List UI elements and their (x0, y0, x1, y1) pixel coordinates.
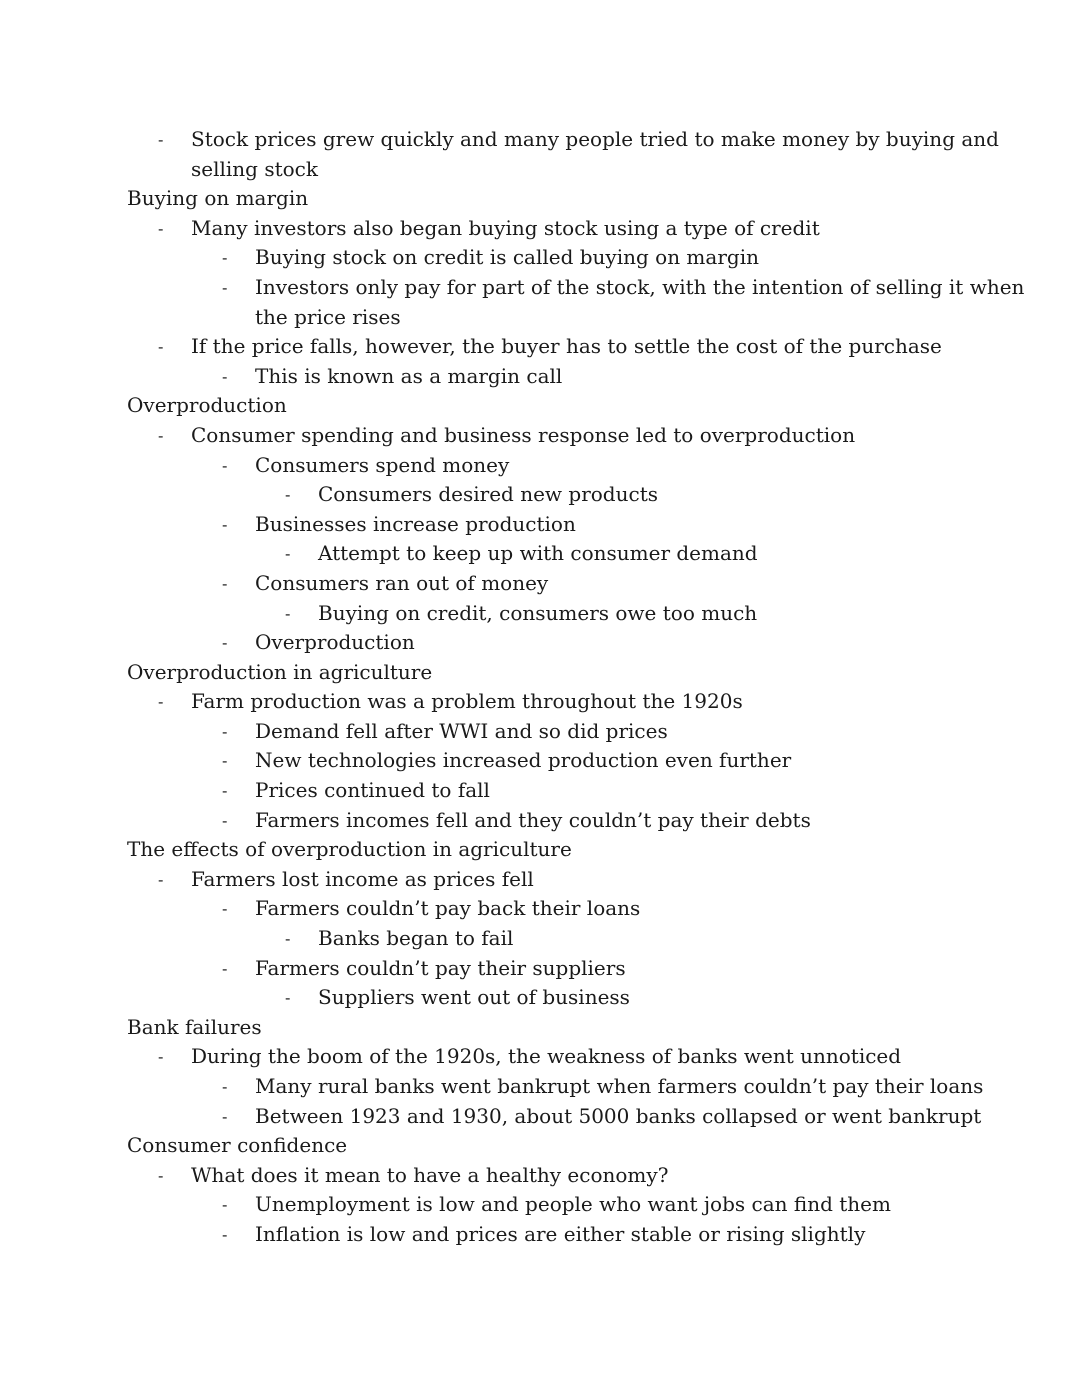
bullet-dash: - (158, 692, 164, 712)
item-text: Stock prices grew quickly and many people tried to make money by buying and (191, 127, 999, 151)
bullet-dash: - (222, 958, 228, 978)
outline-item-level-2 (0, 303, 1080, 333)
bullet-dash: - (158, 1047, 164, 1067)
item-text: Overproduction (255, 630, 415, 655)
outline-item-level-2 (0, 1190, 1080, 1220)
heading-text: The effects of overproduction in agriculture (127, 837, 572, 862)
bullet-dash: - (222, 514, 228, 534)
item-text: Prices continued to fall (255, 778, 490, 803)
bullet-dash: - (222, 781, 228, 801)
item-text: Farmers lost income as prices fell (191, 866, 534, 891)
outline-item-level-2 (0, 776, 1080, 806)
outline-item-level-1 (0, 1042, 1080, 1072)
item-text: Businesses increase production (255, 511, 576, 536)
outline-item-level-3 (0, 480, 1080, 510)
bullet-dash: - (222, 1106, 228, 1126)
outline-item-level-1 (0, 421, 1080, 451)
outline-item-level-2 (0, 362, 1080, 392)
bullet-dash: - (285, 544, 291, 564)
section-heading (0, 184, 1080, 214)
heading-text: Buying on margin (127, 186, 309, 211)
item-text: selling stock (191, 156, 318, 181)
item-text: If the price falls, however, the buyer has to settle the cost of the purchase (191, 334, 942, 359)
bullet-dash: - (222, 1077, 228, 1096)
bullet-dash: - (158, 869, 164, 889)
item-text: During the boom of the 1920s, the weakness of banks went unnoticed (191, 1044, 902, 1069)
heading-text: Bank failures (127, 1014, 262, 1039)
item-text: Consumers ran out of money (255, 570, 549, 595)
item-text: New technologies increased production even further (255, 748, 792, 773)
bullet-dash: - (222, 366, 228, 386)
outline-item-level-1 (0, 125, 1080, 155)
section-heading (0, 658, 1080, 688)
item-text: Farmers incomes fell and they couldn’t pay their debts (255, 807, 811, 832)
item-text: Attempt to keep up with consumer demand (318, 541, 758, 566)
outline-item-level-3 (0, 924, 1080, 954)
section-heading (0, 1131, 1080, 1161)
bullet-dash: - (222, 1195, 228, 1215)
bullet-dash: - (222, 751, 228, 771)
outline-item-level-3 (0, 539, 1080, 569)
bullet-dash: - (222, 248, 228, 268)
outline-item-level-2 (0, 746, 1080, 776)
heading-text: Consumer confidence (127, 1133, 348, 1158)
item-text: Demand fell after WWI and so did prices (255, 718, 668, 743)
item-text: Inflation is low and prices are either stable or rising slightly (255, 1221, 866, 1246)
section-heading (0, 391, 1080, 421)
item-text: Farmers couldn’t pay their suppliers (255, 955, 626, 980)
outline-item-level-1 (0, 214, 1080, 244)
bullet-dash: - (285, 929, 291, 949)
bullet-dash: - (222, 1224, 228, 1244)
item-text: the price rises (255, 304, 401, 329)
outline-item-level-2 (0, 569, 1080, 599)
outline-item-level-2 (0, 1220, 1080, 1250)
item-text: Buying on credit, consumers owe too much (318, 600, 758, 625)
bullet-dash: - (222, 633, 228, 653)
outline-item-level-2 (0, 628, 1080, 658)
bullet-dash: - (158, 130, 164, 149)
item-text: Consumers desired new products (318, 482, 658, 507)
item-text: Many rural banks went bankrupt when farmers couldn’t pay their loans (255, 1074, 984, 1098)
outline-item-level-1 (0, 332, 1080, 362)
bullet-dash: - (222, 721, 228, 741)
outline-item-level-1 (0, 155, 1080, 185)
bullet-dash: - (222, 810, 228, 830)
outline-item-level-1 (0, 865, 1080, 895)
item-text: What does it mean to have a healthy economy? (191, 1162, 669, 1187)
item-text: Buying stock on credit is called buying on margin (255, 245, 759, 270)
bullet-dash: - (158, 1165, 164, 1185)
outline-item-level-2 (0, 451, 1080, 481)
item-text: Farm production was a problem throughout the 1920s (191, 689, 743, 714)
bullet-dash: - (222, 455, 228, 475)
outline-item-level-2 (0, 510, 1080, 540)
bullet-dash: - (158, 425, 164, 445)
heading-text: Overproduction (127, 393, 287, 418)
bullet-dash: - (222, 573, 228, 593)
outline-item-level-2 (0, 806, 1080, 836)
bullet-dash: - (158, 218, 164, 238)
bullet-dash: - (285, 485, 291, 505)
item-text: This is known as a margin call (255, 363, 563, 388)
section-heading (0, 1013, 1080, 1043)
item-text: Farmers couldn’t pay back their loans (255, 896, 641, 921)
bullet-dash: - (222, 277, 228, 297)
bullet-dash: - (158, 337, 164, 357)
item-text: Banks began to fail (318, 926, 514, 951)
outline-notes (0, 125, 1080, 1250)
item-text: Investors only pay for part of the stock, with the intention of selling it when (255, 274, 1025, 299)
item-text: Many investors also began buying stock using a type of credit (191, 215, 820, 240)
outline-item-level-2 (0, 243, 1080, 273)
bullet-dash: - (222, 899, 228, 919)
item-text: Consumers spend money (255, 452, 510, 477)
outline-item-level-2 (0, 954, 1080, 984)
item-text: Between 1923 and 1930, about 5000 banks collapsed or went bankrupt (255, 1103, 982, 1128)
heading-text: Overproduction in agriculture (127, 659, 433, 684)
item-text: Unemployment is low and people who want jobs can find them (255, 1192, 891, 1217)
outline-item-level-2 (0, 1072, 1080, 1102)
outline-item-level-3 (0, 983, 1080, 1013)
outline-item-level-1 (0, 687, 1080, 717)
outline-item-level-2 (0, 273, 1080, 303)
bullet-dash: - (285, 988, 291, 1008)
outline-item-level-2 (0, 717, 1080, 747)
outline-item-level-1 (0, 1161, 1080, 1191)
outline-item-level-2 (0, 1102, 1080, 1132)
item-text: Suppliers went out of business (318, 985, 630, 1010)
section-heading (0, 835, 1080, 865)
outline-item-level-2 (0, 894, 1080, 924)
item-text: Consumer spending and business response led to overproduction (191, 422, 856, 447)
outline-item-level-3 (0, 599, 1080, 629)
bullet-dash: - (285, 603, 291, 623)
